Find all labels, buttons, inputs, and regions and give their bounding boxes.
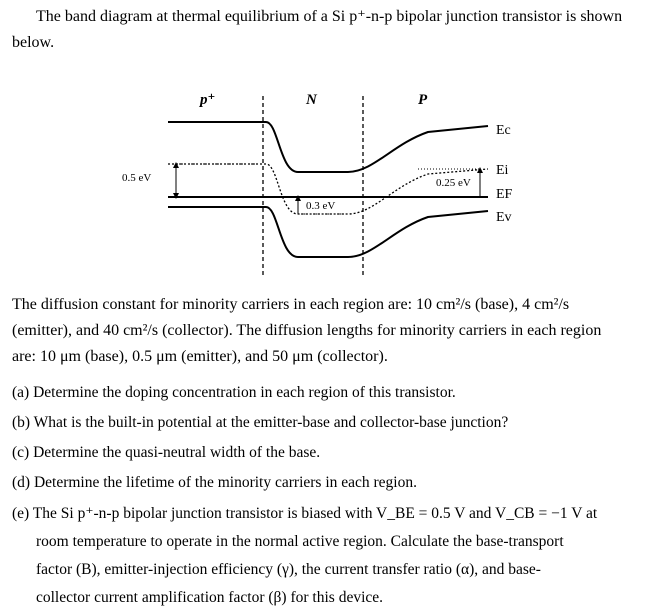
region-label-base: N	[306, 92, 317, 108]
question-e-line-2: room temperature to operate in the normal active region. Calculate the base-transport	[36, 533, 564, 550]
band-label-ec: Ec	[496, 123, 511, 138]
paragraph-line-1: The diffusion constant for minority carriers in each region are: 10 cm²/s (base), 4 cm²/s	[12, 296, 570, 313]
question-b: (b) What is the built-in potential at the emitter-base and collector-base junction?	[12, 414, 509, 431]
intro-text	[12, 4, 652, 56]
question-e-line-1: (e) The Si p⁺-n-p bipolar junction transistor is biased with V_BE = 0.5 V and V_CB = −1 V at	[12, 505, 598, 522]
question-a: (a) Determine the doping concentration in each region of this transistor.	[12, 384, 456, 401]
paragraph-line-2: (emitter), and 40 cm²/s (collector). The diffusion lengths for minority carriers in each region	[12, 322, 602, 339]
intro-line-2: below.	[12, 34, 55, 51]
question-d: (d) Determine the lifetime of the minority carriers in each region.	[12, 474, 417, 491]
band-label-ei: Ei	[496, 163, 509, 178]
question-e	[12, 504, 597, 607]
left-energy-label: 0.5 eV	[122, 172, 152, 184]
region-label-collector: P	[418, 92, 428, 108]
region-label-emitter: p⁺	[200, 92, 216, 108]
right-arrow-head	[477, 167, 483, 173]
mid-energy-label: 0.3 eV	[306, 200, 336, 212]
intro-line-1: The band diagram at thermal equilibrium of a Si p⁺-n-p bipolar junction transistor is shown	[36, 8, 623, 25]
paragraph-line-3: are: 10 μm (base), 0.5 μm (emitter), and 50 μm (collector).	[12, 348, 388, 365]
question-e-line-4: collector current amplification factor (β) for this device.	[36, 589, 384, 606]
right-energy-label: 0.25 eV	[436, 177, 471, 189]
question-c: (c) Determine the quasi-neutral width of the base.	[12, 444, 321, 461]
band-label-ef: EF	[496, 187, 513, 202]
band-label-ev: Ev	[496, 210, 512, 225]
given-parameters	[12, 292, 652, 370]
band-diagram	[118, 84, 538, 284]
question-e-line-3: factor (B), emitter-injection efficiency (γ), the current transfer ratio (α), and base-	[36, 561, 541, 578]
left-arrow-head-up	[173, 162, 179, 168]
